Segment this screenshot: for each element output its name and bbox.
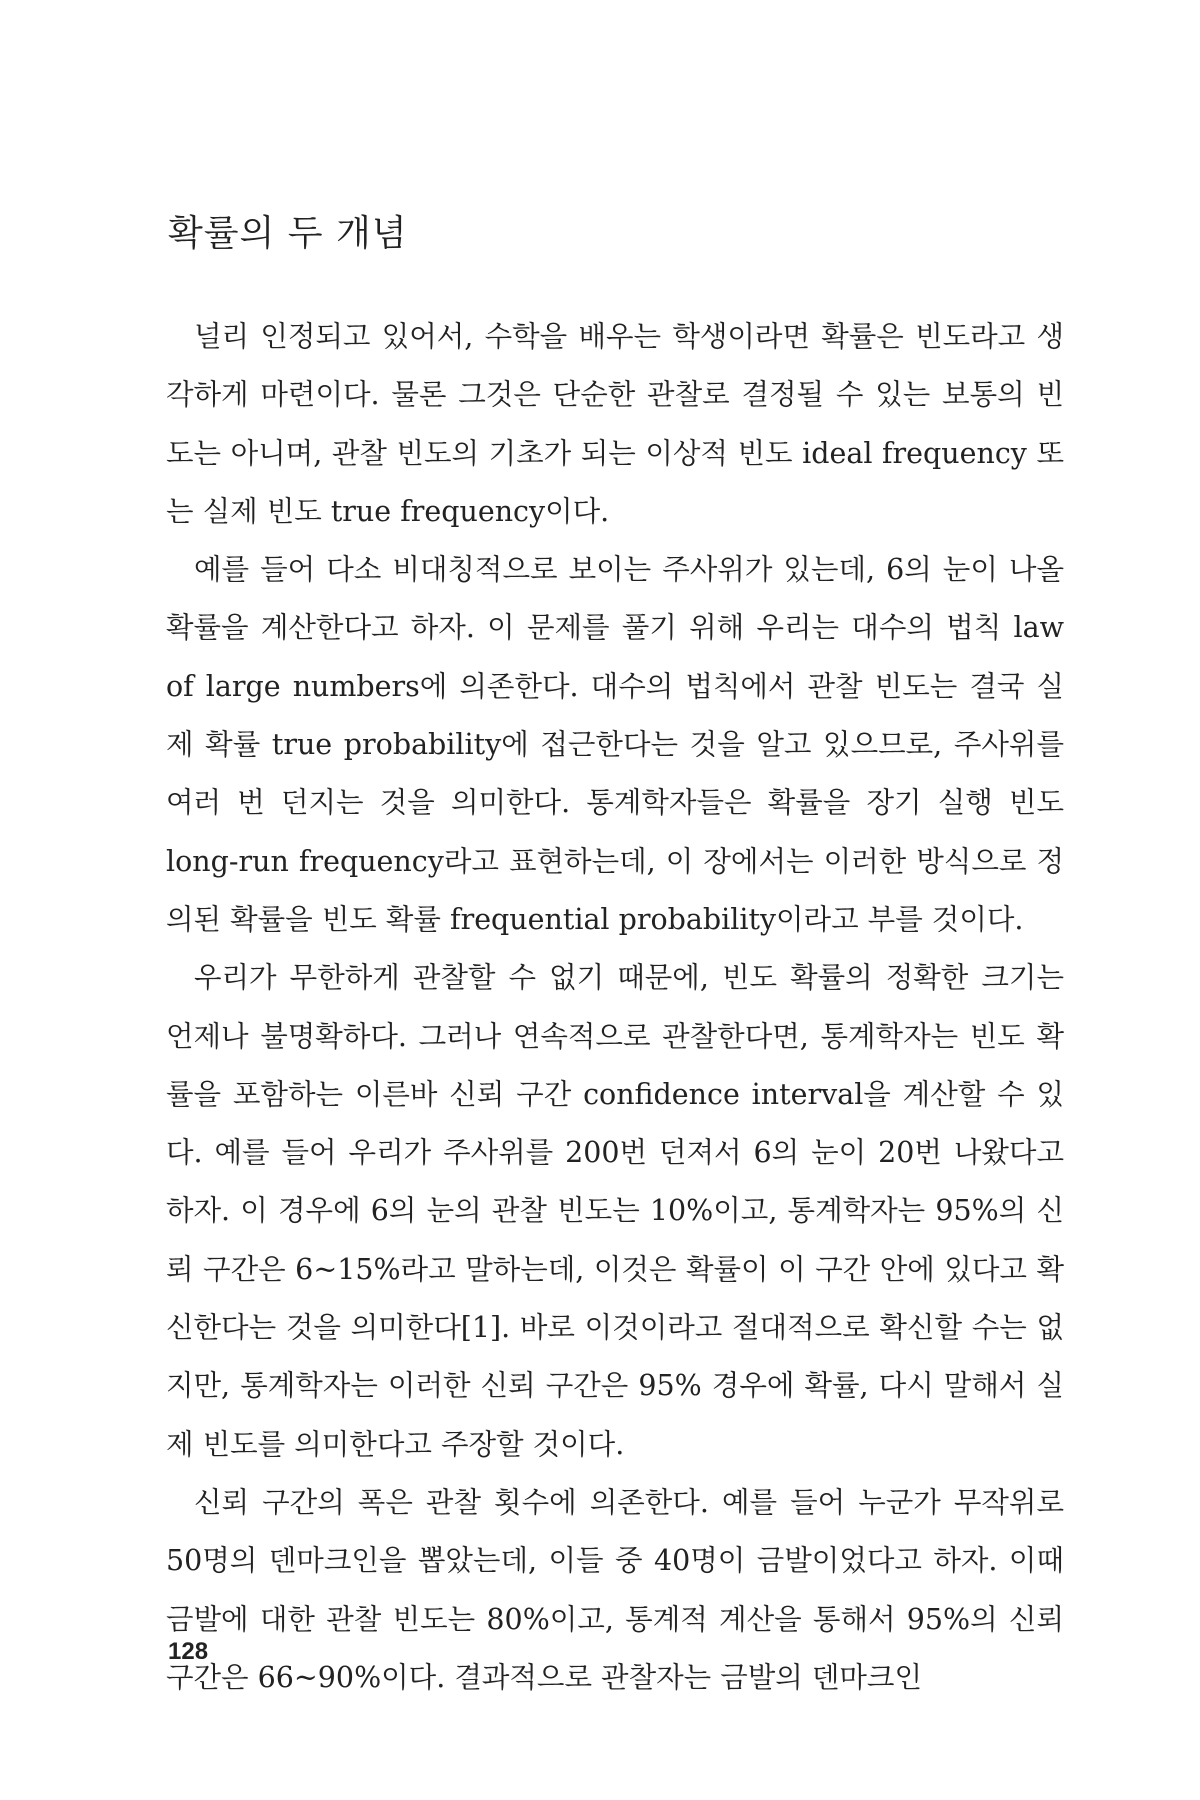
page-number: 128 — [168, 1638, 209, 1665]
body-text — [166, 308, 1064, 1707]
section-title: 확률의 두 개념 — [168, 213, 408, 254]
paragraph-2: 예를 들어 다소 비대칭적으로 보이는 주사위가 있는데, 6의 눈이 나올 확률을 계산한다고 하자. 이 문제를 풀기 위해 우리는 대수의 법칙 law of large numbers에 의존한다. 대수의 법칙에서 관찰 빈도는 결국 실제 확률 true probability에 접근한다는 것을 알고 있으므로, 주사위를 여러 번 던지는 것을 의미한다. 통계학자들은 확률을 장기 실행 빈도 long-run frequency라고 표현하는데, 이 장에서는 이러한 방식으로 정의된 확률을 빈도 확률 frequential probability이라고 부를 것이다. — [166, 553, 1064, 936]
paragraph-4: 신뢰 구간의 폭은 관찰 횟수에 의존한다. 예를 들어 누군가 무작위로 50명의 덴마크인을 뽑았는데, 이들 중 40명이 금발이었다고 하자. 이때 금발에 대한 관찰 빈도는 80%이고, 통계적 계산을 통해서 95%의 신뢰 구간은 66~90%이다. 결과적으로 관찰자는 금발의 덴마크인 — [166, 1485, 1064, 1694]
paragraph-3: 우리가 무한하게 관찰할 수 없기 때문에, 빈도 확률의 정확한 크기는 언제나 불명확하다. 그러나 연속적으로 관찰한다면, 통계학자는 빈도 확률을 포함하는 이른바 신뢰 구간 confidence interval을 계산할 수 있다. 예를 들어 우리가 주사위를 200번 던져서 6의 눈이 20번 나왔다고 하자. 이 경우에 6의 눈의 관찰 빈도는 10%이고, 통계학자는 95%의 신뢰 구간은 6~15%라고 말하는데, 이것은 확률이 이 구간 안에 있다고 확신한다는 것을 의미한다[1]. 바로 이것이라고 절대적으로 확신할 수는 없지만, 통계학자는 이러한 신뢰 구간은 95% 경우에 확률, 다시 말해서 실제 빈도를 의미한다고 주장할 것이다. — [166, 961, 1064, 1461]
paragraph-1: 널리 인정되고 있어서, 수학을 배우는 학생이라면 확률은 빈도라고 생각하게 마련이다. 물론 그것은 단순한 관찰로 결정될 수 있는 보통의 빈도는 아니며, 관찰 빈도의 기초가 되는 이상적 빈도 ideal frequency 또는 실제 빈도 true frequency이다. — [166, 320, 1064, 528]
